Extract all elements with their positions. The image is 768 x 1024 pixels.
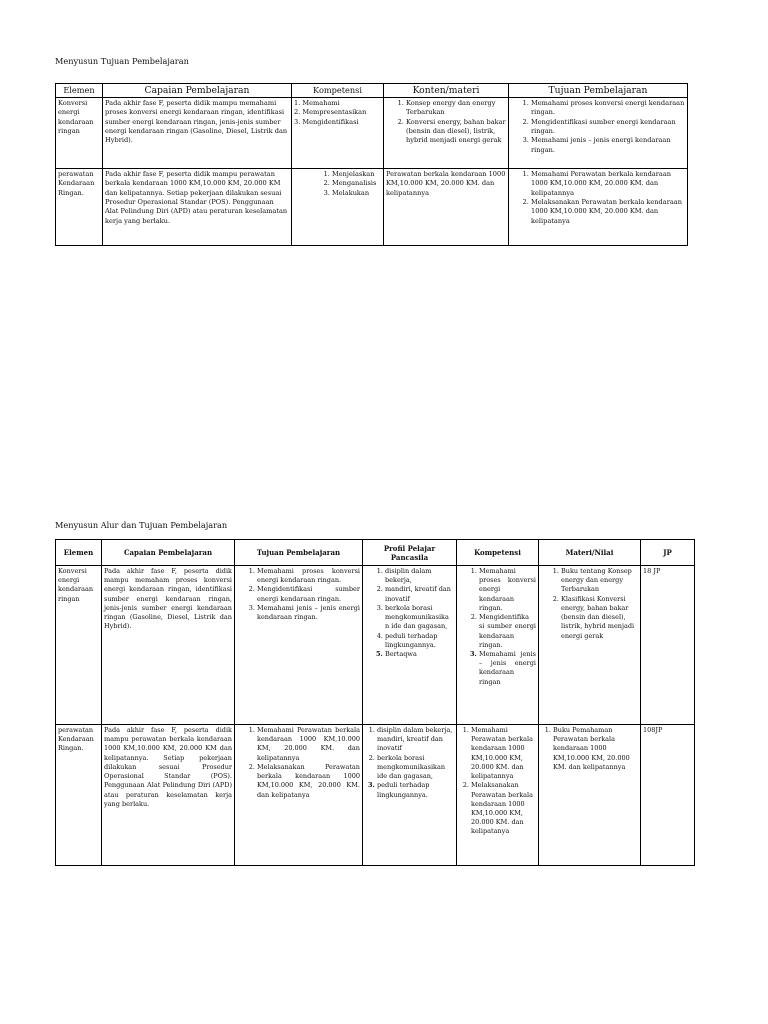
table-row xyxy=(56,169,688,246)
list-item: 1. disiplin dalam bekerja, mandiri, kreatif dan inovatif xyxy=(377,726,454,754)
cell-tujuan xyxy=(509,169,688,246)
list-item: 1. Memahami Perawatan berkala kendaraan 1000 KM,10.000 KM, 20.000 KM. dan kelipatannya xyxy=(257,726,360,763)
list-item: 1. Buku tentang Konsep energy dan energy Terbarukan xyxy=(561,567,638,595)
table-row xyxy=(56,98,688,169)
learning-flow-table xyxy=(55,539,695,866)
list-item: 1. Buku Pemahaman Perawatan berkala kendaraan 1000 KM,10.000 KM, 20.000 KM. dan kelipatannya xyxy=(553,726,638,772)
list-item: 1. Konsep energy dan energy Terbarukan xyxy=(406,99,506,118)
table-row xyxy=(56,566,695,725)
section2-title: Menyusun Alur dan Tujuan Pembelajaran xyxy=(55,520,228,530)
section1-title: Menyusun Tujuan Pembelajaran xyxy=(55,56,189,66)
cell-kompetensi xyxy=(292,169,384,246)
list-item: 1. Menjelaskan xyxy=(332,170,381,179)
list-item: 3. Memahami jenis – jenis energi kendaraan ringan. xyxy=(257,604,360,622)
list-item: 2. Mengidentifikasi sumber energi kendaraan ringan. xyxy=(531,118,685,137)
list-item: 1. Memahami proses konversi energi kendaraan ringan. xyxy=(531,99,685,118)
cell-elemen: perawatan Kendaraan Ringan. xyxy=(56,725,102,866)
cell-elemen: Konversi energi kendaraan ringan xyxy=(56,566,102,725)
list-item: 2. Mengidentifika si sumber energi kendaraan ringan. xyxy=(479,613,536,650)
list-item: 2. Mengidentifikasi sumber energi kendaraan ringan. xyxy=(257,585,360,603)
header-jp: JP xyxy=(641,540,695,566)
header-capaian: Capaian Pembelajaran xyxy=(103,84,292,98)
list-item: 3. Melakukan xyxy=(332,189,381,198)
list-item: 2. Mempresentasikan xyxy=(294,108,367,117)
cell-materi xyxy=(539,566,641,725)
cell-konten xyxy=(384,98,509,169)
cell-capaian: Pada akhir fase F, peserta didik mampu perawatan berkala kendaraan 1000 KM,10.000 KM, 20.000 KM dan kelipatannya. Setiap pekerjaan dilakukan sesuai Prosedur Operasional Standar (POS). Penggunaan Alat Pelindung Diri (APD) atau peraturan keselamatan kerja yang berlaku. xyxy=(103,169,292,246)
table-header-row xyxy=(56,540,695,566)
list-item: 3. Memahami jenis – jenis energi kendaraan ringan xyxy=(479,650,536,687)
header-materi: Materi/Nilai xyxy=(539,540,641,566)
cell-elemen: Konversi energi kendaraan ringan xyxy=(56,98,103,169)
header-tujuan: Tujuan Pembelajaran xyxy=(235,540,363,566)
cell-elemen: perawatan Kendaraan Ringan. xyxy=(56,169,103,246)
list-item: 4. peduli terhadap lingkungannya. xyxy=(385,632,454,650)
list-item: 2. Klasifikasi Konversi energy, bahan bakar (bensin dan diesel), listrik, hybrid menjadi energi gerak xyxy=(561,595,638,641)
list-item: 2. Melaksanakan Perawatan berkala kendaraan 1000 KM,10.000 KM, 20.000 KM. dan kelipatanya xyxy=(471,781,536,836)
header-tujuan: Tujuan Pembelajaran xyxy=(509,84,688,98)
list-item: 3. Memahami jenis – jenis energi kendaraan ringan. xyxy=(531,136,685,155)
list-item: 3. Mengidentifikasi xyxy=(294,117,359,126)
list-item: 1. disiplin dalam bekerja, xyxy=(385,567,454,585)
cell-profil xyxy=(363,725,457,866)
list-item: 2. berkola borasi mengkomunikasikan ide dan gagasan, xyxy=(377,754,454,782)
list-item: 2. Melaksanakan Perawatan berkala kendaraan 1000 KM,10.000 KM, 20.000 KM. dan kelipatanya xyxy=(257,763,360,800)
list-item: 1. Memahami xyxy=(294,99,340,107)
header-elemen: Elemen xyxy=(56,84,103,98)
header-elemen: Elemen xyxy=(56,540,102,566)
list-item: 2. Menganalisis xyxy=(332,179,381,188)
cell-capaian: Pada akhir fase F, peserta didik mampu memaham proses konversi energi kendaraan ringan, identifikasi sumber energi kendaraan ringan, jenis-jenis sumber energi kendaraan ringan (Gasoline, Diesel, Listrik dan Hybrid). xyxy=(102,566,235,725)
cell-capaian: Pada akhir fase F, peserta didik mampu memahami proses konversi energi kendaraan ringan, identifikasi sumber energi kendaraan ringan, jenis-jenis sumber energi kendaraan ringan (Gasoline, Diesel, Listrik dan Hybrid). xyxy=(103,98,292,169)
list-item: 1. Memahami Perawatan berkala kendaraan 1000 KM,10.000 KM, 20.000 KM. dan kelipatannya xyxy=(531,170,685,198)
list-item: 2. Konversi energy, bahan bakar (bensin dan diesel), listrik, hybrid menjadi energi gerak xyxy=(406,118,506,146)
header-kompetensi: Kompetensi xyxy=(292,84,384,98)
list-item: 2. Melaksanakan Perawatan berkala kendaraan 1000 KM,10.000 KM, 20.000 KM. dan kelipatanya xyxy=(531,198,685,226)
cell-tujuan xyxy=(509,98,688,169)
header-konten: Konten/materi xyxy=(384,84,509,98)
cell-jp: 108JP xyxy=(641,725,695,866)
list-item: 1. Memahami proses konversi energi kendaraan ringan. xyxy=(257,567,360,585)
list-item: 2. mandiri, kreatif dan inovatif xyxy=(385,585,454,603)
table-header-row xyxy=(56,84,688,98)
list-item: 3. peduli terhadap lingkungannya. xyxy=(377,781,454,799)
header-capaian: Capaian Pembelajaran xyxy=(102,540,235,566)
header-profil: Profil Pelajar Pancasila xyxy=(363,540,457,566)
list-item: 1. Memahami proses konversi energi kendaraan ringan. xyxy=(479,567,536,613)
cell-kompetensi xyxy=(457,566,539,725)
cell-materi xyxy=(539,725,641,866)
table-row xyxy=(56,725,695,866)
header-kompetensi: Kompetensi xyxy=(457,540,539,566)
list-item: 5. Bertaqwa xyxy=(385,650,454,659)
cell-tujuan xyxy=(235,566,363,725)
cell-kompetensi xyxy=(457,725,539,866)
cell-tujuan xyxy=(235,725,363,866)
cell-konten: Perawatan berkala kendaraan 1000 KM,10.000 KM, 20.000 KM. dan kelipatannya xyxy=(384,169,509,246)
cell-profil xyxy=(363,566,457,725)
cell-kompetensi xyxy=(292,98,384,169)
cell-capaian: Pada akhir fase F, peserta didik mampu perawatan berkala kendaraan 1000 KM,10.000 KM, 20.000 KM dan kelipatannya. Setiap pekerjaan dilakukan sesuai Prosedur Operasional Standar (POS). Penggunaan Alat Pelindung Diri (APD) atau peraturan keselamatan kerja yang berlaku. xyxy=(102,725,235,866)
learning-objectives-table xyxy=(55,83,688,246)
list-item: 3. berkola borasi mengkomunikasika n ide dan gagasan, xyxy=(385,604,454,632)
cell-jp: 18 JP xyxy=(641,566,695,725)
list-item: 1. Memahami Perawatan berkala kendaraan 1000 KM,10.000 KM, 20.000 KM. dan kelipatannya xyxy=(471,726,536,781)
